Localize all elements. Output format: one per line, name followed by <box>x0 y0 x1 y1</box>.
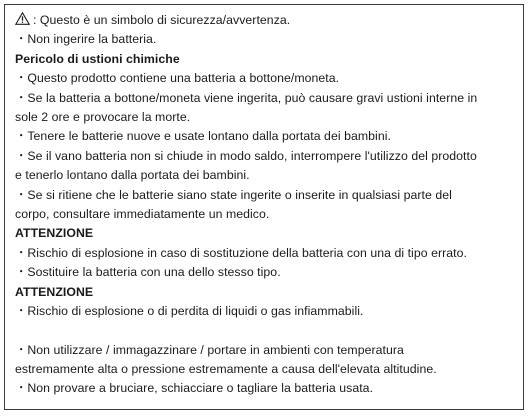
section-heading: ATTENZIONE <box>15 226 94 241</box>
warning-item-continuation: estremamente alta o pressione estremamente a causa dell'elevata altitudine. <box>15 361 437 376</box>
warning-item: ・Rischio di esplosione in caso di sostituzione della batteria con una di tipo errato. <box>15 245 467 260</box>
warning-triangle-icon <box>15 12 30 25</box>
section-heading: ATTENZIONE <box>15 284 94 299</box>
warning-item: ・Se si ritiene che le batterie siano state ingerite o inserite in qualsiasi parte del <box>15 187 452 202</box>
warning-item: ・Tenere le batterie nuove e usate lontano dalla portata dei bambini. <box>15 129 391 144</box>
warning-item: ・Non ingerire la batteria. <box>15 32 157 47</box>
warning-item: ・Non utilizzare / immagazzinare / portare in ambienti con temperatura <box>15 342 404 357</box>
warning-item: ・Questo prodotto contiene una batteria a bottone/moneta. <box>15 71 340 86</box>
symbol-legend-text: : Questo è un simbolo di sicurezza/avvertenza. <box>33 13 291 27</box>
warning-item: ・Se il vano batteria non si chiude in modo saldo, interrompere l'utilizzo del prodotto <box>15 148 477 163</box>
paragraph-gap <box>15 322 515 341</box>
warning-item-continuation: corpo, consultare immediatamente un medico. <box>15 207 270 222</box>
battery-safety-notice <box>4 4 524 410</box>
warning-item: ・Non provare a bruciare, schiacciare o tagliare la batteria usata. <box>15 381 374 396</box>
warning-item: ・Sostituire la batteria con una dello stesso tipo. <box>15 265 281 280</box>
section-heading: Pericolo di ustioni chimiche <box>15 51 180 66</box>
warning-item: ・Rischio di esplosione o di perdita di liquidi o gas infiammabili. <box>15 304 364 319</box>
warning-item: ・Se la batteria a bottone/moneta viene ingerita, può causare gravi ustioni interne in <box>15 90 478 105</box>
symbol-legend-line <box>15 11 515 30</box>
warning-item-continuation: sole 2 ore e provocare la morte. <box>15 110 191 125</box>
warning-item-continuation: e tenerlo lontano dalla portata dei bambini. <box>15 168 250 183</box>
